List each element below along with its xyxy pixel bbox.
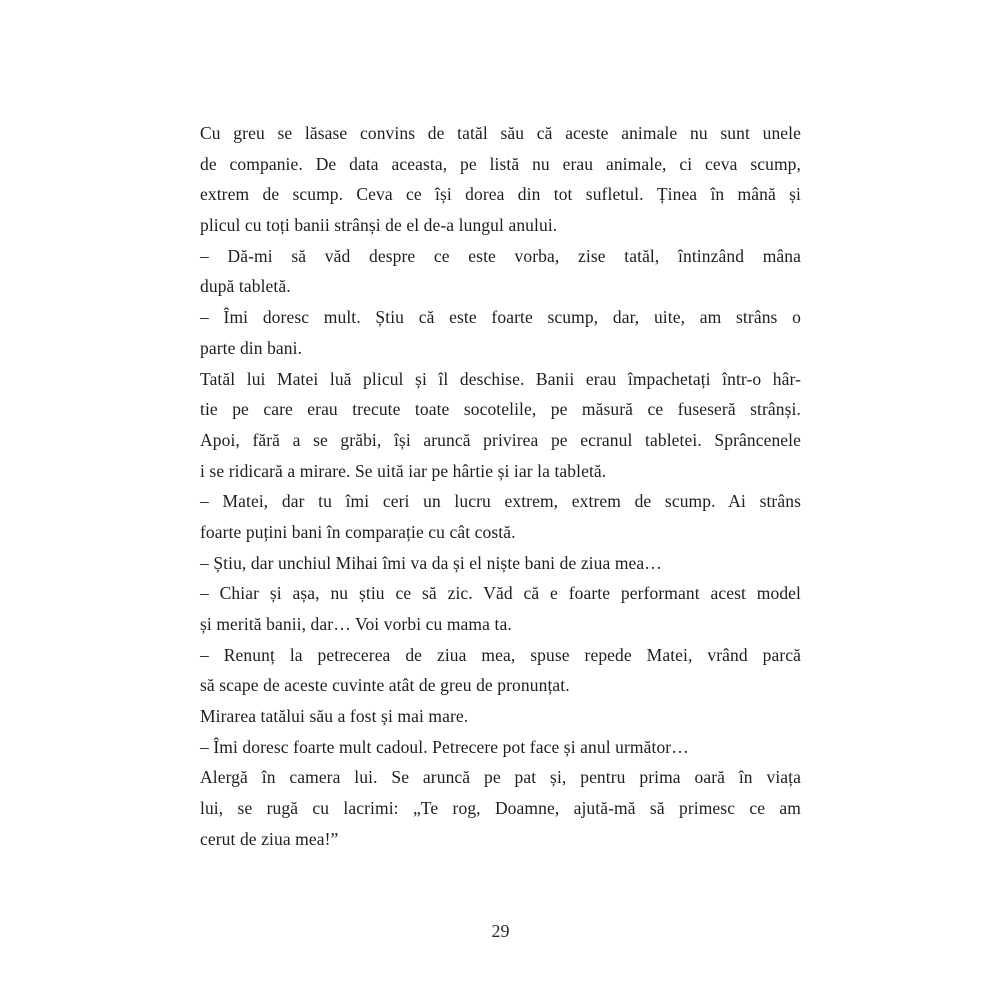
text-line: – Dă-mi să văd despre ce este vorba, zise tatăl, întinzând mâna: [200, 245, 801, 266]
text-line: – Matei, dar tu îmi ceri un lucru extrem, extrem de scump. Ai strâns: [200, 491, 801, 512]
text-line: și merită banii, dar… Voi vorbi cu mama ta.: [200, 614, 512, 634]
text-line: – Îmi doresc foarte mult cadoul. Petrecere pot face și anul următor…: [200, 736, 689, 757]
text-line: i se ridicară a mirare. Se uită iar pe hârtie și iar la tabletă.: [200, 460, 607, 481]
text-line: cerut de ziua mea!”: [200, 828, 339, 849]
text-line: – Știu, dar unchiul Mihai îmi va da și el niște bani de ziua mea…: [200, 552, 662, 573]
text-line: – Chiar și așa, nu știu ce să zic. Văd că e foarte performant acest model: [200, 583, 801, 604]
text-line: extrem de scump. Ceva ce își dorea din tot sufletul. Ținea în mână și: [200, 184, 801, 205]
text-line: tie pe care erau trecute toate socotelile, pe măsură ce fuseseră strânși.: [200, 399, 801, 420]
text-line: Apoi, fără a se grăbi, își aruncă privirea pe ecranul tabletei. Sprâncenele: [200, 429, 801, 450]
text-line: să scape de aceste cuvinte atât de greu de pronunțat.: [200, 675, 570, 696]
page-text-block: [200, 118, 801, 855]
text-line: Mirarea tatălui său a fost și mai mare.: [200, 706, 469, 727]
text-line: plicul cu toți banii strânși de el de-a lungul anului.: [200, 215, 558, 236]
text-line: – Îmi doresc mult. Știu că este foarte scump, dar, uite, am strâns o: [200, 307, 801, 328]
text-line: de companie. De data aceasta, pe listă nu erau animale, ci ceva scump,: [200, 153, 801, 174]
page-number: 29: [491, 921, 510, 941]
text-line: foarte puțini bani în comparație cu cât costă.: [200, 521, 516, 542]
text-line: Alergă în camera lui. Se aruncă pe pat și, pentru prima oară în viața: [200, 767, 801, 788]
text-line: parte din bani.: [200, 337, 303, 358]
text-line: Tatăl lui Matei luă plicul și îl deschise. Banii erau împachetați într-o hâr-: [200, 368, 801, 389]
text-line: Cu greu se lăsase convins de tatăl său că aceste animale nu sunt unele: [200, 123, 801, 143]
text-line: după tabletă.: [200, 276, 291, 297]
text-line: lui, se rugă cu lacrimi: „Te rog, Doamne, ajută-mă să primesc ce am: [200, 798, 801, 819]
text-line: – Renunț la petrecerea de ziua mea, spuse repede Matei, vrând parcă: [200, 644, 801, 665]
